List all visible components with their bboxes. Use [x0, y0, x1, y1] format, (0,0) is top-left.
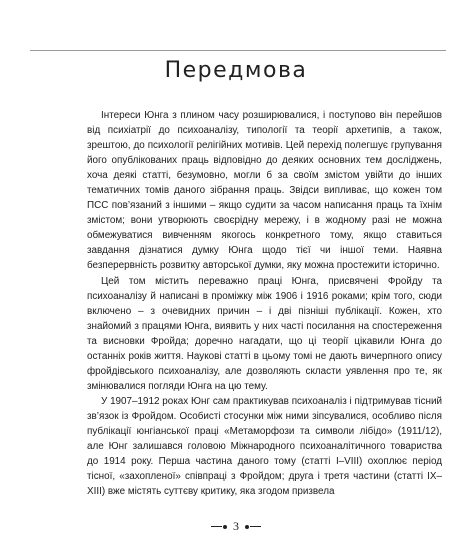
page-number: 3	[233, 519, 239, 533]
footer-dash-right	[250, 526, 261, 528]
top-rule	[30, 50, 446, 51]
chapter-title: Передмова	[164, 58, 308, 83]
page-footer	[0, 519, 472, 534]
paragraph: У 1907–1912 роках Юнг сам практикував психоаналіз і підтримував тісний зв’язок із Фройдом. Особисті стосунки між ними зіпсувалися, особливо після публікації юнгіанської праці «Метаморфози та символи лібідо» (1911/12), але Юнг залишався головою Міжнародного психоаналітичного товариства до 1914 року. Перша частина даного тому (статті I–VIII) охоплює період тісної, «захопленої» співпраці з Фройдом; друга і третя частини (статті IX–XIII) вже містять суттєву критику, яка згодом призвела	[87, 395, 442, 498]
footer-dot-left	[223, 525, 227, 529]
body-text	[87, 108, 442, 499]
footer-dot-right	[245, 525, 249, 529]
paragraph: Цей том містить переважно праці Юнга, присвячені Фройду та психоаналізу й написані в проміжку між 1906 і 1916 роками; крім того, сюди включено – з очевидних причин – і дві пізніші публікації. Кожен, хто знайомий з працями Юнга, виявить у них часті посилання на спостереження та висновки Фройда; доречно нагадати, що ці теорії цікавили Юнга до останніх років життя. Наукові статті в цьому томі не дають вичерпного опису фройдівського психоаналізу, але дозволяють скласти уявлення про те, як змінювалися погляди Юнга на цю тему.	[87, 275, 442, 392]
paragraph: Інтереси Юнга з плином часу розширювалися, і поступово він перейшов від психіатрії до психоаналізу, типології та теорії архетипів, а також, зрештою, до психології релігійних мотивів. Цей перехід полегшує групування його опублікованих праць відповідно до деяких основних тем досліджень, хоча деякі статті, безумовно, могли б за своїм змістом увійти до інших тематичних томів даного зібрання праць. Звідси випливає, що кожен том ПСС пов’язаний з іншими – якщо судити за часом написання праць та їхнім змістом; вони утворюють своєрідну мережу, і в жодному разі не можна обмежуватися вивченням якогось конкретного тому, якщо ставиться завдання дізнатися думку Юнга щодо тієї чи іншої теми. Наявна безперервність розвитку авторської думки, яку можна простежити історично.	[87, 110, 442, 272]
footer-dash-left	[211, 526, 222, 528]
